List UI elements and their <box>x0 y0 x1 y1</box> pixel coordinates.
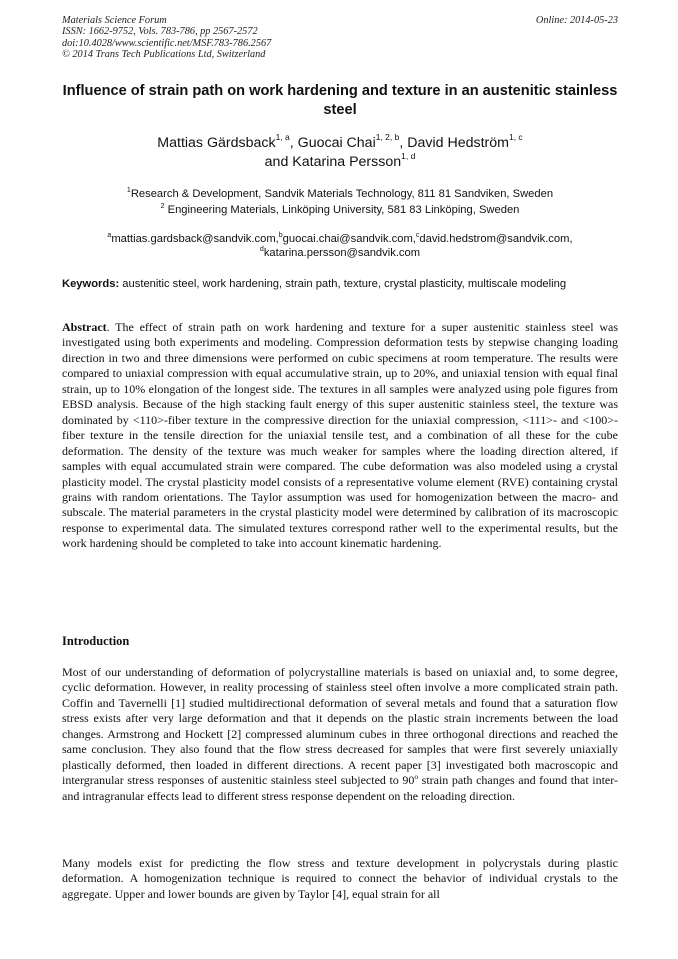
author-name: David Hedström <box>407 135 509 151</box>
author-superscript: 1, a <box>275 132 290 142</box>
section-heading-introduction: Introduction <box>62 634 130 648</box>
keywords <box>62 277 618 292</box>
email-superscript: b <box>278 232 283 239</box>
affiliation-text: Research & Development, Sandvik Materials Technology, 811 81 Sandviken, Sweden <box>130 188 554 200</box>
email-list <box>62 232 618 260</box>
abstract-text: . The effect of strain path on work hardening and texture for a super austenitic stainless steel was investigated using both experiments and modeling. Compression deformation tests by stepwise changing loading direction in two and three dimensions were performed on cubic specimens at room temperature. The results were compared to uniaxial compression with equal accumulative strain, up to 20%, and uniaxial tension with equal final strain, up to 10% elongation of the longest side. The textures in all samples were analyzed using pole figures from EBSD analysis. Because of the high stacking fault energy of this super austenitic stainless steel, the texture was dominated by <110>-fiber texture in the compressive direction for the uniaxial compression, <111>- and <100>-fiber texture in the tensile direction for the uniaxial tensile test, and a combination of all these for the cube deformation. The density of the texture was much weaker for samples where the loading direction altered, if samples with equal accumulated strain were compared. The cube deformation was also modeled using a crystal plasticity model. The crystal plasticity model consists of a representative volume element (RVE) containing crystal grains with random orientations. The Taylor assumption was used for homogenization between the macro- and subscale. The material parameters in the crystal plasticity model were determined by calibration of its macroscopic response to experimental data. The simulated textures correspond rather well to the experimental results, but the work hardening should be completed to take into account kinematic hardening. <box>62 320 618 551</box>
author-joiner: and <box>264 154 289 170</box>
email-address[interactable]: david.hedstrom@sandvik.com, <box>419 233 573 245</box>
paragraph-text: Most of our understanding of deformation of polycrystalline materials is based on uniaxial and, to some degree, cyclic deformation. However, in reality processing of stainless steel often involve a more complicated strain path. Coffin and Tavernelli [1] studied multidirectional deformation of several metals and found that a saturation flow stress exists after very large deformation and that it depends on the plastic strain increments between the load changes. Armstrong and Hockett [2] compressed aluminum cubes in three orthogonal directions and reached the same conclusion. They also found that the flow stress decreased for samples that were first severely uniaxially plastically deformed, then loaded in different directions. A recent paper [3] investigated both macroscopic and intergranular stress responses of austenitic stainless steel subjected to 90 <box>62 665 618 788</box>
paragraph-text: strain path changes and found that inter- and intragranular effects lead to different stress response dependent on the reloading direction. <box>62 773 618 803</box>
journal-name: Materials Science Forum <box>62 15 167 26</box>
affiliation-superscript: 1 <box>126 187 131 194</box>
author-superscript: 1, 2, b <box>375 132 400 142</box>
affiliation-superscript: 2 <box>160 203 165 210</box>
introduction-paragraph-2: Many models exist for predicting the flow stress and texture development in polycrystals during plastic deformation. A homogenization technique is required to connect the behavior of individual crystals to the aggregate. Upper and lower bounds are given by Taylor [4], equal strain for all <box>62 856 618 901</box>
email-address[interactable]: mattias.gardsback@sandvik.com, <box>111 233 279 245</box>
online-date: Online: 2014-05-23 <box>535 15 618 26</box>
author-superscript: 1, c <box>508 132 523 142</box>
degree-superscript: o <box>414 772 419 782</box>
doi-line: doi:10.4028/www.scientific.net/MSF.783-786.2567 <box>62 37 272 49</box>
email-superscript: c <box>415 232 420 239</box>
email-address[interactable]: guocai.chai@sandvik.com, <box>282 233 416 245</box>
author-name: Katarina Persson <box>292 154 402 170</box>
abstract <box>62 320 618 552</box>
author-list: Mattias Gärdsback$^{1, a}$, Guocai Chai$^{1, 2, b}$, David Hedström$^{1, c}$ and Katarina Persson$^{1, d}$ <box>157 132 523 170</box>
copyright-line: © 2014 Trans Tech Publications Ltd, Switzerland <box>62 49 266 61</box>
keywords-label: Keywords: <box>62 278 120 290</box>
issn-line: ISSN: 1662-9752, Vols. 783-786, pp 2567-2572 <box>62 26 258 38</box>
affiliation-text: Engineering Materials, Linköping University, 581 83 Linköping, Sweden <box>164 204 520 216</box>
email-superscript: a <box>107 232 112 239</box>
introduction-paragraph-1 <box>62 665 618 804</box>
email-superscript: d <box>259 246 264 253</box>
keywords-text: austenitic steel, work hardening, strain path, texture, crystal plasticity, multiscale modeling <box>119 278 567 290</box>
paper-title: Influence of strain path on work hardening and texture in an austenitic stainless steel <box>62 83 618 118</box>
journal-header <box>62 15 618 61</box>
author-name: Guocai Chai <box>297 135 376 151</box>
email-address[interactable]: katarina.persson@sandvik.com <box>263 247 421 259</box>
author-superscript: 1, d <box>401 151 416 161</box>
affiliation-1 <box>62 186 618 202</box>
abstract-label: Abstract <box>62 320 107 334</box>
author-name: Mattias Gärdsback <box>157 135 276 151</box>
affiliation-2 <box>62 202 618 218</box>
affiliations <box>62 186 618 218</box>
